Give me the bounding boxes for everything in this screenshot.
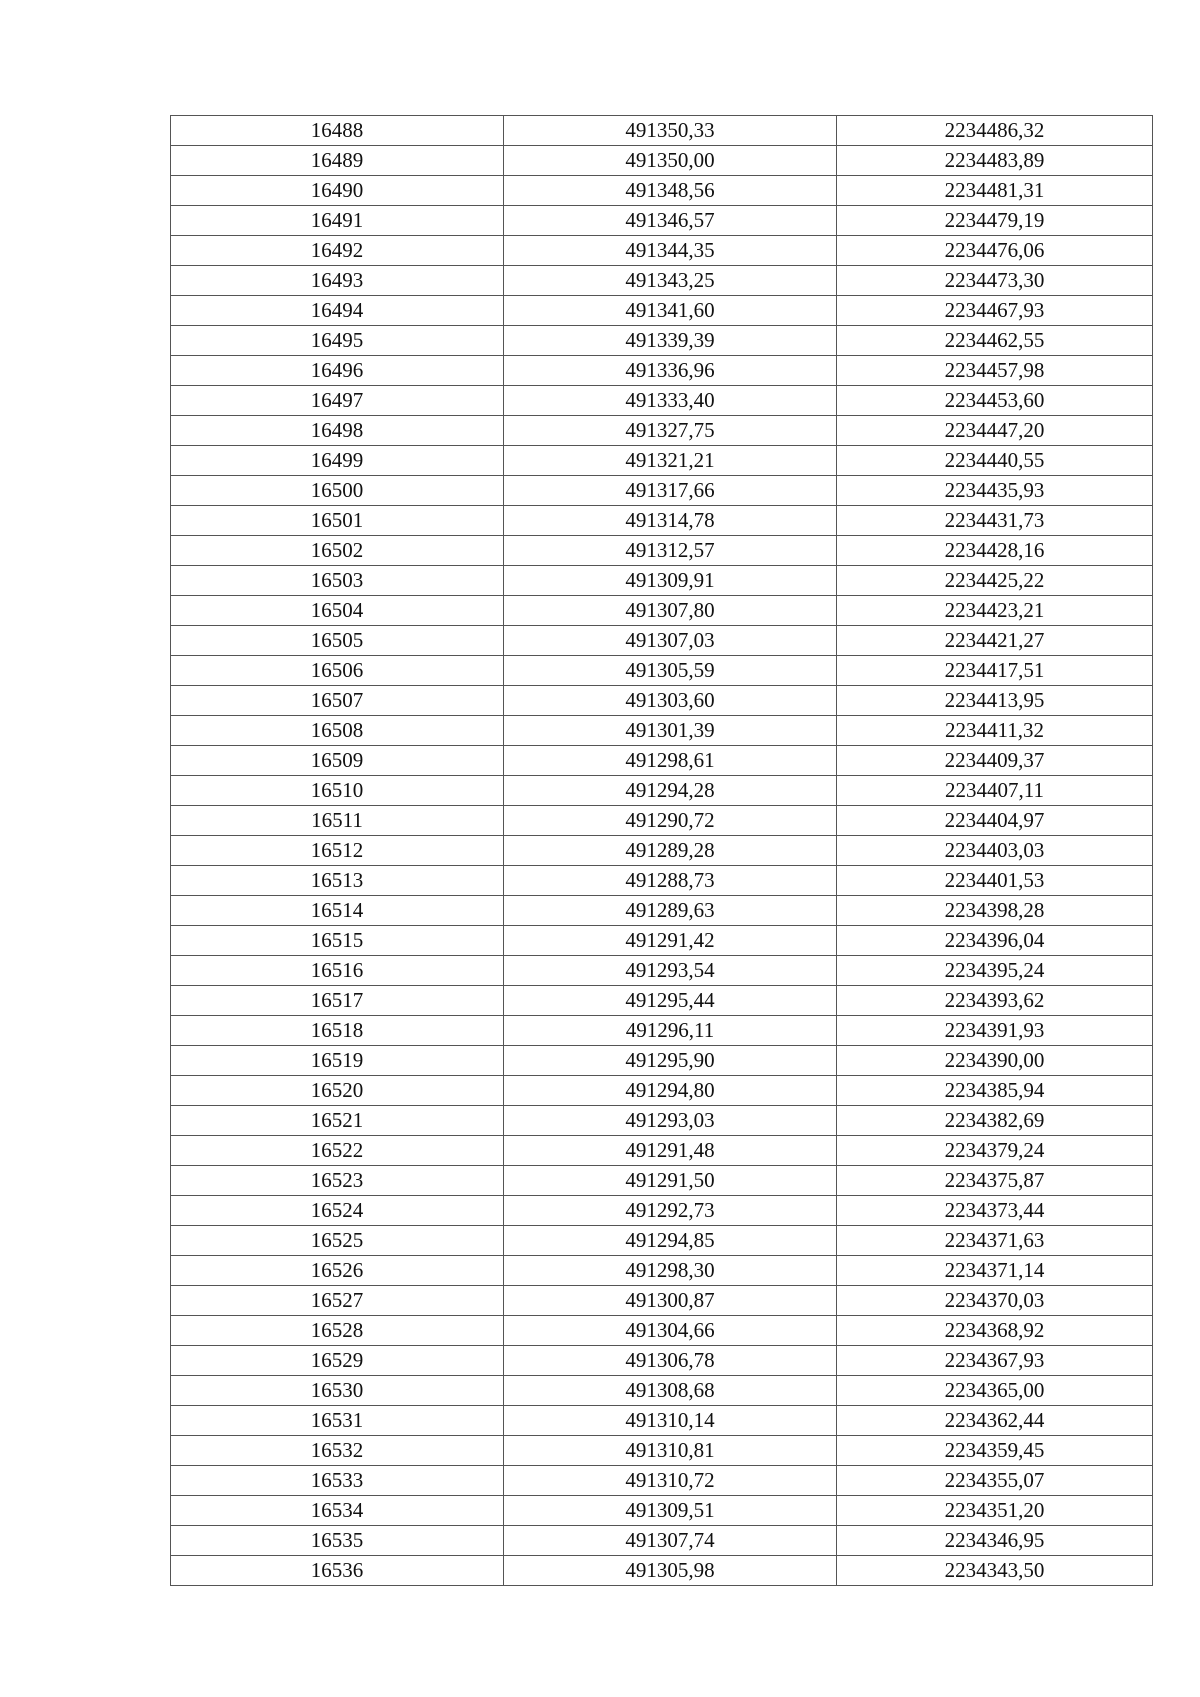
x-coordinate-cell: 491346,57: [504, 206, 837, 236]
table-row: [171, 386, 1153, 416]
y-coordinate-cell: 2234393,62: [837, 986, 1153, 1016]
table-row: [171, 656, 1153, 686]
table-row: [171, 1346, 1153, 1376]
x-coordinate-cell: 491350,33: [504, 116, 837, 146]
y-coordinate-cell: 2234391,93: [837, 1016, 1153, 1046]
point-number-cell: 16531: [171, 1406, 504, 1436]
table-row: [171, 596, 1153, 626]
y-coordinate-cell: 2234479,19: [837, 206, 1153, 236]
y-coordinate-cell: 2234395,24: [837, 956, 1153, 986]
point-number-cell: 16520: [171, 1076, 504, 1106]
point-number-cell: 16504: [171, 596, 504, 626]
point-number-cell: 16488: [171, 116, 504, 146]
point-number-cell: 16508: [171, 716, 504, 746]
x-coordinate-cell: 491291,42: [504, 926, 837, 956]
x-coordinate-cell: 491289,28: [504, 836, 837, 866]
y-coordinate-cell: 2234481,31: [837, 176, 1153, 206]
x-coordinate-cell: 491289,63: [504, 896, 837, 926]
point-number-cell: 16529: [171, 1346, 504, 1376]
x-coordinate-cell: 491310,81: [504, 1436, 837, 1466]
y-coordinate-cell: 2234385,94: [837, 1076, 1153, 1106]
y-coordinate-cell: 2234411,32: [837, 716, 1153, 746]
point-number-cell: 16513: [171, 866, 504, 896]
point-number-cell: 16489: [171, 146, 504, 176]
x-coordinate-cell: 491312,57: [504, 536, 837, 566]
y-coordinate-cell: 2234373,44: [837, 1196, 1153, 1226]
point-number-cell: 16503: [171, 566, 504, 596]
point-number-cell: 16502: [171, 536, 504, 566]
x-coordinate-cell: 491298,30: [504, 1256, 837, 1286]
y-coordinate-cell: 2234409,37: [837, 746, 1153, 776]
y-coordinate-cell: 2234343,50: [837, 1556, 1153, 1586]
table-row: [171, 626, 1153, 656]
table-row: [171, 476, 1153, 506]
x-coordinate-cell: 491305,98: [504, 1556, 837, 1586]
table-row: [171, 746, 1153, 776]
point-number-cell: 16511: [171, 806, 504, 836]
y-coordinate-cell: 2234355,07: [837, 1466, 1153, 1496]
point-number-cell: 16500: [171, 476, 504, 506]
table-row: [171, 806, 1153, 836]
table-row: [171, 1106, 1153, 1136]
point-number-cell: 16519: [171, 1046, 504, 1076]
x-coordinate-cell: 491303,60: [504, 686, 837, 716]
point-number-cell: 16505: [171, 626, 504, 656]
x-coordinate-cell: 491308,68: [504, 1376, 837, 1406]
coordinates-table-body: [171, 116, 1153, 1586]
y-coordinate-cell: 2234431,73: [837, 506, 1153, 536]
x-coordinate-cell: 491321,21: [504, 446, 837, 476]
table-row: [171, 1166, 1153, 1196]
y-coordinate-cell: 2234473,30: [837, 266, 1153, 296]
y-coordinate-cell: 2234453,60: [837, 386, 1153, 416]
x-coordinate-cell: 491341,60: [504, 296, 837, 326]
y-coordinate-cell: 2234425,22: [837, 566, 1153, 596]
table-row: [171, 986, 1153, 1016]
x-coordinate-cell: 491293,03: [504, 1106, 837, 1136]
point-number-cell: 16492: [171, 236, 504, 266]
point-number-cell: 16534: [171, 1496, 504, 1526]
x-coordinate-cell: 491300,87: [504, 1286, 837, 1316]
x-coordinate-cell: 491310,72: [504, 1466, 837, 1496]
x-coordinate-cell: 491344,35: [504, 236, 837, 266]
point-number-cell: 16498: [171, 416, 504, 446]
x-coordinate-cell: 491294,80: [504, 1076, 837, 1106]
table-row: [171, 1466, 1153, 1496]
y-coordinate-cell: 2234447,20: [837, 416, 1153, 446]
y-coordinate-cell: 2234365,00: [837, 1376, 1153, 1406]
table-row: [171, 506, 1153, 536]
y-coordinate-cell: 2234440,55: [837, 446, 1153, 476]
table-row: [171, 176, 1153, 206]
point-number-cell: 16530: [171, 1376, 504, 1406]
y-coordinate-cell: 2234417,51: [837, 656, 1153, 686]
x-coordinate-cell: 491343,25: [504, 266, 837, 296]
table-row: [171, 896, 1153, 926]
point-number-cell: 16490: [171, 176, 504, 206]
table-row: [171, 1436, 1153, 1466]
y-coordinate-cell: 2234404,97: [837, 806, 1153, 836]
y-coordinate-cell: 2234486,32: [837, 116, 1153, 146]
y-coordinate-cell: 2234476,06: [837, 236, 1153, 266]
table-row: [171, 566, 1153, 596]
y-coordinate-cell: 2234398,28: [837, 896, 1153, 926]
point-number-cell: 16493: [171, 266, 504, 296]
table-row: [171, 416, 1153, 446]
table-row: [171, 1556, 1153, 1586]
point-number-cell: 16528: [171, 1316, 504, 1346]
table-row: [171, 116, 1153, 146]
y-coordinate-cell: 2234367,93: [837, 1346, 1153, 1376]
x-coordinate-cell: 491317,66: [504, 476, 837, 506]
x-coordinate-cell: 491295,44: [504, 986, 837, 1016]
x-coordinate-cell: 491309,91: [504, 566, 837, 596]
point-number-cell: 16496: [171, 356, 504, 386]
y-coordinate-cell: 2234375,87: [837, 1166, 1153, 1196]
point-number-cell: 16507: [171, 686, 504, 716]
x-coordinate-cell: 491314,78: [504, 506, 837, 536]
table-row: [171, 206, 1153, 236]
y-coordinate-cell: 2234390,00: [837, 1046, 1153, 1076]
y-coordinate-cell: 2234382,69: [837, 1106, 1153, 1136]
point-number-cell: 16536: [171, 1556, 504, 1586]
table-row: [171, 326, 1153, 356]
table-row: [171, 1526, 1153, 1556]
x-coordinate-cell: 491327,75: [504, 416, 837, 446]
y-coordinate-cell: 2234428,16: [837, 536, 1153, 566]
x-coordinate-cell: 491305,59: [504, 656, 837, 686]
point-number-cell: 16532: [171, 1436, 504, 1466]
table-row: [171, 356, 1153, 386]
table-row: [171, 1196, 1153, 1226]
point-number-cell: 16524: [171, 1196, 504, 1226]
point-number-cell: 16497: [171, 386, 504, 416]
table-row: [171, 1226, 1153, 1256]
y-coordinate-cell: 2234462,55: [837, 326, 1153, 356]
x-coordinate-cell: 491307,03: [504, 626, 837, 656]
point-number-cell: 16506: [171, 656, 504, 686]
y-coordinate-cell: 2234351,20: [837, 1496, 1153, 1526]
x-coordinate-cell: 491296,11: [504, 1016, 837, 1046]
point-number-cell: 16522: [171, 1136, 504, 1166]
table-row: [171, 1496, 1153, 1526]
table-row: [171, 686, 1153, 716]
point-number-cell: 16515: [171, 926, 504, 956]
y-coordinate-cell: 2234371,14: [837, 1256, 1153, 1286]
coordinates-table: [170, 115, 1153, 1586]
x-coordinate-cell: 491348,56: [504, 176, 837, 206]
y-coordinate-cell: 2234379,24: [837, 1136, 1153, 1166]
x-coordinate-cell: 491291,48: [504, 1136, 837, 1166]
point-number-cell: 16509: [171, 746, 504, 776]
x-coordinate-cell: 491293,54: [504, 956, 837, 986]
table-row: [171, 1046, 1153, 1076]
x-coordinate-cell: 491306,78: [504, 1346, 837, 1376]
y-coordinate-cell: 2234421,27: [837, 626, 1153, 656]
y-coordinate-cell: 2234346,95: [837, 1526, 1153, 1556]
x-coordinate-cell: 491292,73: [504, 1196, 837, 1226]
x-coordinate-cell: 491339,39: [504, 326, 837, 356]
x-coordinate-cell: 491307,80: [504, 596, 837, 626]
point-number-cell: 16523: [171, 1166, 504, 1196]
point-number-cell: 16510: [171, 776, 504, 806]
y-coordinate-cell: 2234407,11: [837, 776, 1153, 806]
table-row: [171, 1256, 1153, 1286]
x-coordinate-cell: 491294,85: [504, 1226, 837, 1256]
point-number-cell: 16518: [171, 1016, 504, 1046]
table-row: [171, 1376, 1153, 1406]
table-row: [171, 956, 1153, 986]
table-row: [171, 1406, 1153, 1436]
x-coordinate-cell: 491301,39: [504, 716, 837, 746]
point-number-cell: 16527: [171, 1286, 504, 1316]
x-coordinate-cell: 491333,40: [504, 386, 837, 416]
table-row: [171, 776, 1153, 806]
x-coordinate-cell: 491310,14: [504, 1406, 837, 1436]
y-coordinate-cell: 2234483,89: [837, 146, 1153, 176]
point-number-cell: 16517: [171, 986, 504, 1016]
table-row: [171, 1136, 1153, 1166]
y-coordinate-cell: 2234435,93: [837, 476, 1153, 506]
table-row: [171, 446, 1153, 476]
x-coordinate-cell: 491336,96: [504, 356, 837, 386]
point-number-cell: 16494: [171, 296, 504, 326]
point-number-cell: 16533: [171, 1466, 504, 1496]
point-number-cell: 16525: [171, 1226, 504, 1256]
table-row: [171, 1286, 1153, 1316]
table-row: [171, 836, 1153, 866]
x-coordinate-cell: 491298,61: [504, 746, 837, 776]
table-row: [171, 716, 1153, 746]
table-row: [171, 266, 1153, 296]
table-row: [171, 1076, 1153, 1106]
y-coordinate-cell: 2234371,63: [837, 1226, 1153, 1256]
point-number-cell: 16526: [171, 1256, 504, 1286]
x-coordinate-cell: 491295,90: [504, 1046, 837, 1076]
x-coordinate-cell: 491290,72: [504, 806, 837, 836]
y-coordinate-cell: 2234423,21: [837, 596, 1153, 626]
y-coordinate-cell: 2234413,95: [837, 686, 1153, 716]
x-coordinate-cell: 491350,00: [504, 146, 837, 176]
x-coordinate-cell: 491307,74: [504, 1526, 837, 1556]
point-number-cell: 16491: [171, 206, 504, 236]
x-coordinate-cell: 491294,28: [504, 776, 837, 806]
y-coordinate-cell: 2234467,93: [837, 296, 1153, 326]
y-coordinate-cell: 2234401,53: [837, 866, 1153, 896]
x-coordinate-cell: 491288,73: [504, 866, 837, 896]
point-number-cell: 16501: [171, 506, 504, 536]
table-row: [171, 1016, 1153, 1046]
x-coordinate-cell: 491304,66: [504, 1316, 837, 1346]
point-number-cell: 16512: [171, 836, 504, 866]
point-number-cell: 16535: [171, 1526, 504, 1556]
y-coordinate-cell: 2234396,04: [837, 926, 1153, 956]
table-row: [171, 536, 1153, 566]
table-row: [171, 296, 1153, 326]
table-row: [171, 1316, 1153, 1346]
point-number-cell: 16521: [171, 1106, 504, 1136]
x-coordinate-cell: 491309,51: [504, 1496, 837, 1526]
table-row: [171, 146, 1153, 176]
y-coordinate-cell: 2234362,44: [837, 1406, 1153, 1436]
y-coordinate-cell: 2234457,98: [837, 356, 1153, 386]
x-coordinate-cell: 491291,50: [504, 1166, 837, 1196]
y-coordinate-cell: 2234368,92: [837, 1316, 1153, 1346]
y-coordinate-cell: 2234359,45: [837, 1436, 1153, 1466]
point-number-cell: 16516: [171, 956, 504, 986]
point-number-cell: 16495: [171, 326, 504, 356]
table-row: [171, 866, 1153, 896]
point-number-cell: 16499: [171, 446, 504, 476]
table-row: [171, 236, 1153, 266]
table-row: [171, 926, 1153, 956]
point-number-cell: 16514: [171, 896, 504, 926]
y-coordinate-cell: 2234370,03: [837, 1286, 1153, 1316]
y-coordinate-cell: 2234403,03: [837, 836, 1153, 866]
